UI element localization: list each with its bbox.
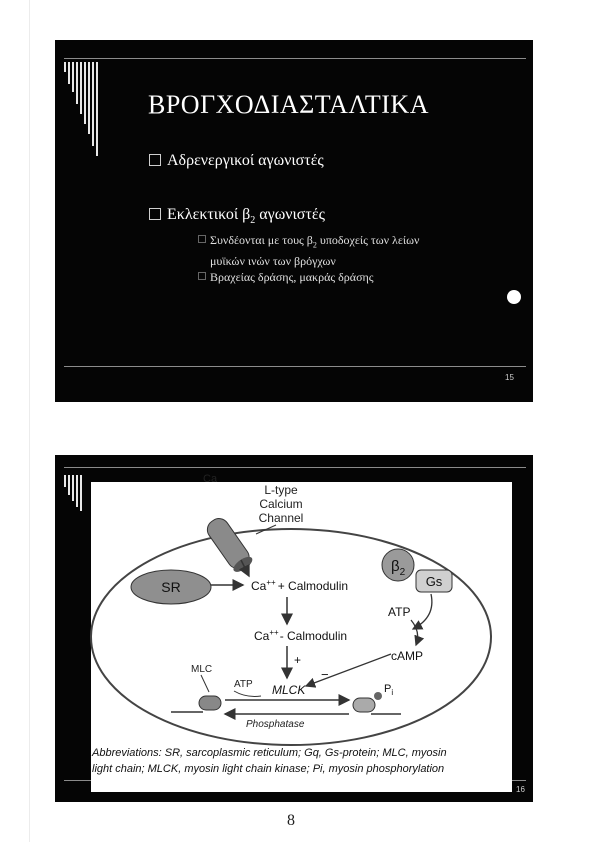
calcium-channel-icon [203, 515, 254, 575]
handwritten-page-number: 8 [287, 812, 295, 829]
slide-number: 15 [505, 373, 514, 382]
slide-number: 16 [516, 785, 525, 794]
sub-bullet-binding: Συνδέονται με τους $\beta_2$ υποδοχείς των λείων μυϊκών ινών των βρόγχων [198, 232, 419, 270]
mlck-label: MLCK [272, 683, 306, 697]
channel-label-3: Channel [258, 511, 304, 525]
sr-label: SR [161, 579, 181, 595]
beta2-label: $\beta_2$ [391, 558, 406, 578]
decorative-dot [507, 290, 521, 304]
top-rule [64, 58, 526, 59]
plus-sign: + [294, 653, 302, 667]
minus-sign: − [321, 667, 329, 682]
ca-calmodulin-complex: Ca++- Calmodulin [254, 628, 348, 643]
mlc-label: MLC [191, 664, 213, 675]
slide-title: ΒΡΟΓΧΟΔΙΑΣΤΑΛΤΙΚΑ [148, 90, 429, 119]
bullet-adrenergic: Αδρενεργικοί αγωνιστές [149, 152, 324, 170]
ca-calmodulin-text: Ca++ + Calmodulin [251, 578, 349, 593]
mechanism-diagram [91, 473, 512, 792]
bottom-rule [64, 366, 526, 367]
atp-mlck-label: ATP [234, 679, 253, 690]
gs-label: Gs [425, 574, 443, 589]
abbreviations-line-2: light chain; MLCK, myosin light chain kinase; Pi, myosin phosphorylation [92, 763, 445, 775]
myosin-right-icon [353, 692, 401, 714]
channel-label-1: L-type [264, 483, 298, 497]
channel-label-2: Calcium [259, 497, 303, 511]
bullet-selective-b2: Εκλεκτικοί $\beta_2$ αγωνιστές [149, 206, 325, 226]
bullet-box-icon [149, 208, 161, 220]
pi-label: $P_i$ [384, 683, 394, 697]
camp-label: cAMP [391, 649, 424, 663]
decorative-bars [64, 475, 84, 511]
atp-label: ATP [388, 605, 411, 619]
phosphatase-label: Phosphatase [246, 719, 305, 730]
scan-edge-line [29, 0, 30, 842]
bullet-box-icon [149, 154, 161, 166]
slide-16 [55, 455, 533, 802]
sub-bullet-icon [198, 235, 206, 243]
top-rule [64, 467, 526, 468]
decorative-bars [64, 62, 100, 156]
sub-bullet-duration: Βραχείας δράσης, μακράς δράσης [198, 269, 374, 286]
myosin-left-icon [171, 696, 221, 712]
abbreviations-line-1: Abbreviations: SR, sarcoplasmic reticulum; Gq, Gs-protein; MLC, myosin [92, 747, 447, 759]
sub-bullet-icon [198, 272, 206, 280]
ca-top-label: Ca [203, 473, 218, 485]
slide-15 [55, 40, 533, 402]
